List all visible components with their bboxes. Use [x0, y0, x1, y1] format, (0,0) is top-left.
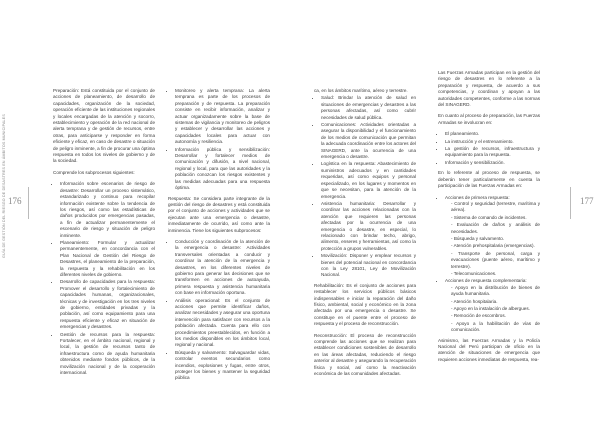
preparacion-list-cont	[168, 88, 270, 192]
list-item-title: Acciones de primera respuesta:	[445, 194, 510, 200]
paragraph-asimismo: Asimismo, las Fuerzas Armadas y la Policía Nacional del Perú participan de oficio en la atención de situaciones de emergencia que requieren acciones inmediatas de respuesta, rea-	[438, 337, 540, 362]
list-item: • Asistencia humanitaria: Desarrollar y coordinar las acciones relacionadas con la atención que requieren las personas afectadas por la ocurrencia de una emergencia o desastre, en especial, lo relacionado con brindar techo, abrigo, alimento, enseres y herramientas, así como la protección a grupos vulnerables.	[321, 201, 416, 252]
sub-list-item: - Apoyo a la habilitación de vías de comunicación.	[451, 321, 540, 334]
list-item: • Información pública y sensibilización: Desarrollar y fortalecer medios de comunicación y difusión, a nivel nacional, regional y local, para que las autoridades y la población conozcan los riesgos existentes y las medidas adecuadas para una respuesta óptima.	[175, 147, 270, 192]
page-number-left: 176	[8, 196, 22, 206]
sub-list-item: - Telecomunicaciones.	[451, 271, 540, 277]
right-page	[300, 0, 600, 436]
list-item	[445, 195, 540, 278]
sub-list-item: - Búsqueda y salvamento.	[451, 236, 540, 242]
list-item: • Información y sensibilización.	[445, 160, 540, 166]
sub-list-item: - Transporte de personal, carga y evacuaciones (puente aéreo, marítimo y terrestre).	[451, 251, 540, 270]
list-item: • El planeamiento.	[445, 131, 540, 137]
list-item: • Desarrollo de capacidades para la respuesta: Promover el desarrollo y fortalecimiento de capacidades humanas, organizacionales, técnicas y de investigación en los tres niveles de gobierno, entidades privadas y la población, así como equipamiento para una respuesta eficiente y eficaz en situación de emergencias y desastres.	[60, 279, 155, 330]
column-2	[168, 88, 270, 386]
sub-list-item: - Evaluación de daños y análisis de necesidades.	[451, 222, 540, 235]
list-item: • Movilización: Disponer y emplear recursos y bienes del potencial nacional en concordancia con la Ley 28101, Ley de Movilización Nacional.	[321, 253, 416, 279]
paragraph-respuesta-ffaa: En lo referente al proceso de respuesta, se deberán tener particularmente en cuenta la participación de las Fuerzas Armadas en:	[438, 170, 540, 189]
column-4	[438, 70, 540, 368]
list-item: • La gestión de recursos, infraestructura y equipamiento para la respuesta.	[445, 146, 540, 159]
paragraph-reconstruccion: Reconstrucción: El proceso de reconstrucción comprende las acciones que se realizan para establecer condiciones sostenibles de desarrollo en las áreas afectadas, reduciendo el riesgo anterior al desastre y asegurando la recuperación física y social, así como la reactivación económica de las comunidades afectadas.	[314, 332, 416, 377]
respuesta-list-cont	[314, 95, 416, 278]
list-item: • La instrucción y el entrenamiento.	[445, 139, 540, 145]
list-item: • Logística en la respuesta: Abastecimiento de suministros adecuados y en cantidades requeridas, así como equipos y personal especializado, en los lugares y momentos en que se necesitan, para la atención de la emergencia.	[321, 161, 416, 199]
list-item: • Gestión de recursos para la respuesta: Fortalecer, en el ámbito nacional, regional y local, la gestión de recursos tanto de infraestructura como de ayuda humanitaria obtenidos mediante fondos públicos, de la movilización nacional y de la cooperación internacional.	[60, 332, 155, 377]
folio-rule	[28, 187, 29, 219]
list-item: • Comunicaciones: Actividades orientadas a asegurar la disponibilidad y el funcionamiento de los medios de comunicación que permitan la adecuada coordinación entre los actores del SINAGERD, ante la ocurrencia de una emergencia o desastre.	[321, 122, 416, 160]
running-head: GUÍA DE GESTIÓN DEL RIESGO DE DESASTRES EN ÁMBITOS MUNICIPALES	[2, 114, 6, 258]
paragraph-fuerzas-armadas: Las Fuerzas Armadas participan en la gestión del riesgo de desastres en lo referente a la preparación y respuesta, de acuerdo a sus competencias, y coordinan y apoyan a las autoridades competentes, conforme a las normas del SINAGERD.	[438, 70, 540, 108]
preparacion-ffaa-list	[438, 131, 540, 166]
column-3	[314, 88, 416, 382]
column-1	[53, 88, 155, 380]
list-item: • Salud: Brindar la atención de salud en situaciones de emergencias y desastres a las personas afectadas, así como cubrir necesidades de salud pública.	[321, 95, 416, 121]
sub-list-item: - Control y seguridad (terrestre, marítima y aérea).	[451, 201, 540, 214]
paragraph-respuesta: Respuesta: Se considera parte integrante de la gestión del riesgo de desastres y está constituida por el conjunto de acciones y actividades que se ejecutan ante una emergencia o desastre, inmediatamente de ocurrido, así como ante la inminencia. Tiene los siguientes subprocesos:	[168, 195, 270, 233]
paragraph-continuation: ca, en los ámbitos marítimo, aéreo y terrestre.	[314, 88, 408, 93]
paragraph-preparacion: Preparación: Está constituida por el conjunto de acciones de planeamiento, de desarrollo de capacidades, organización de la sociedad, operación eficiente de las instituciones regionales y locales encargadas de la atención y socorro, establecimiento y operación de la red nacional de alerta temprana y de gestión de recursos, entre otras, para anticiparse y responder en forma eficiente y eficaz, en caso de desastre o situación de peligro inminente, a fin de procurar una óptima respuesta en todos los niveles de gobierno y de la sociedad.	[53, 88, 155, 164]
sub-list-item: - Apoyo en la distribución de bienes de ayuda humanitaria.	[451, 285, 540, 298]
folio-rule	[570, 187, 571, 219]
sub-list-item: - Apoyo en la instalación de albergues.	[451, 306, 540, 312]
list-item: • Monitoreo y alerta temprana: La alerta temprana es parte de los procesos de preparación y de respuesta. La preparación consiste en recibir información, analizar y actuar organizadamente sobre la base de sistemas de vigilancia y monitoreo de peligros y establecer y desarrollar las acciones y capacidades locales para actuar con autonomía y resiliencia.	[175, 88, 270, 146]
list-item: • Análisis operacional: Es el conjunto de acciones que permite identificar daños, analizar necesidades y asegurar una oportuna intervención para satisfacer con recursos a la población afectada. Cuenta para ello con procedimientos preestablecidos, en función a los medios disponibles en los ámbitos local, regional y nacional.	[175, 298, 270, 349]
respuesta-ffaa-list	[438, 195, 540, 334]
list-item: • Información sobre escenarios de riesgo de desastre: Desarrollar un proceso sistemático, estandarizado y continuo para recopilar información existente sobre la tendencia de los riesgos, así como las estadísticas de daños producidos por emergencias pasadas, a fin de actualizar permanentemente el escenario de riesgo y situación de peligro inminente.	[60, 181, 155, 239]
sub-list-item: - Sistema de comando de incidentes.	[451, 215, 540, 221]
sub-list	[445, 285, 540, 334]
paragraph-subprocesos: Comprende los subprocesos siguientes:	[53, 169, 135, 175]
paragraph-rehabilitacion: Rehabilitación: Es el conjunto de acciones para restablecer los servicios públicos básicos indispensables e iniciar la reparación del daño físico, ambiental, social y económico en la zona afectada por una emergencia o desastre. Se constituye en el puente entre el proceso de respuesta y el proceso de reconstrucción.	[314, 282, 416, 327]
sub-list-item: - Atención prehospitalaria (emergencias).	[451, 243, 540, 249]
sub-list-item: - Atención hospitalaria.	[451, 299, 540, 305]
list-item-title: Acciones de respuesta complementaria:	[445, 278, 527, 284]
sub-list-item: - Remoción de escombros.	[451, 313, 540, 319]
page-number-right: 177	[580, 196, 594, 206]
preparacion-list	[53, 181, 155, 376]
list-item	[445, 278, 540, 333]
list-item: • Búsqueda y salvamento: Salvaguardar vidas, controlar eventos secundarios como incendios, explosiones y fugas, entre otros, proteger los bienes y mantener la seguridad pública	[175, 350, 270, 382]
respuesta-list	[168, 239, 270, 382]
paragraph-preparacion-ffaa: En cuanto al proceso de preparación, las Fuerzas Armadas se involucran en:	[438, 113, 540, 125]
list-item: • Planeamiento: Formular y actualizar permanentemente, en concordancia con el Plan Nacional de Gestión del Riesgo de Desastres, el planeamiento de la preparación, la respuesta y la rehabilitación en los diferentes niveles de gobierno.	[60, 240, 155, 278]
sub-list	[445, 201, 540, 277]
list-item: • Conducción y coordinación de la atención de la emergencia o desastre: Actividades transversales orientadas a conducir y coordinar la atención de la emergencia y desastres, en los diferentes niveles de gobierno para generar las decisiones que se transformen en acciones de autoayuda, primera respuesta y asistencia humanitaria con base en información oportuna.	[175, 239, 270, 297]
